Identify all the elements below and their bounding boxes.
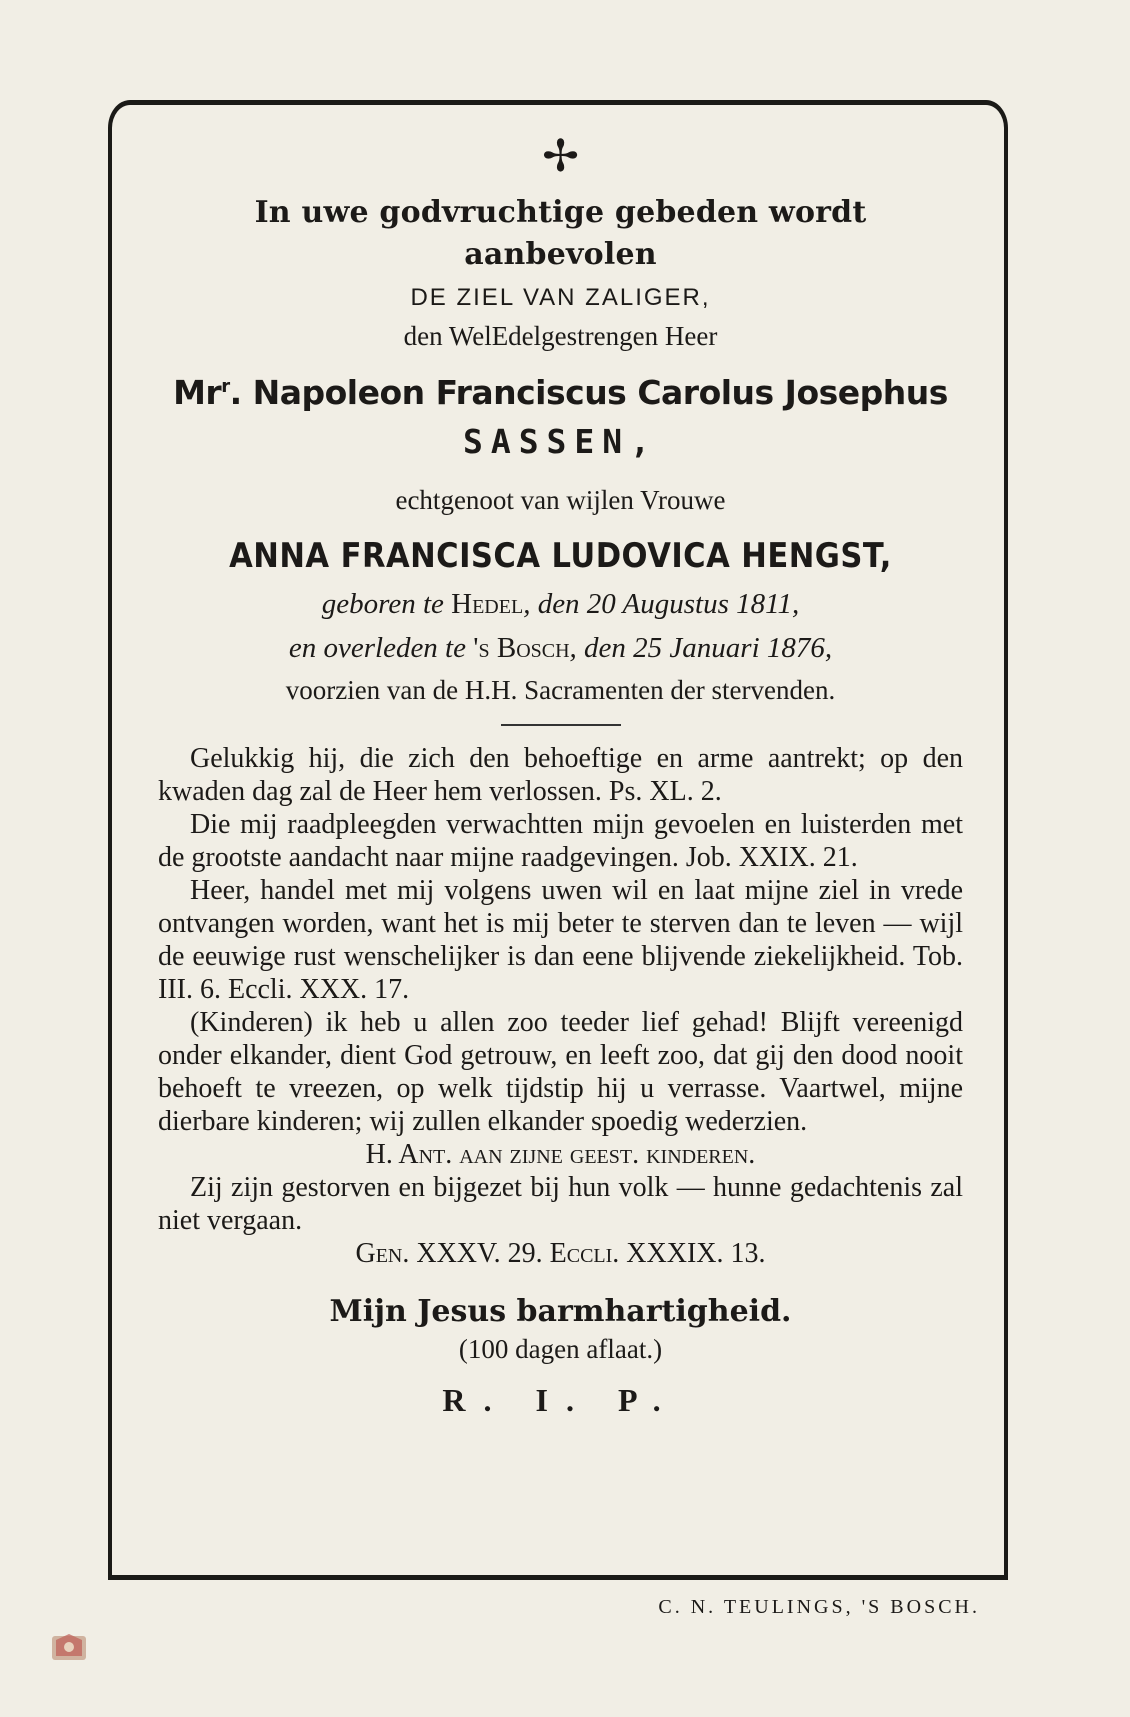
deceased-surname: SASSEN, <box>462 422 659 461</box>
indulgence-line: (100 dagen aflaat.) <box>458 1334 663 1364</box>
intro-line: In uwe godvruchtige gebeden wordt aanbevolen <box>254 195 867 272</box>
birth-line <box>158 582 963 626</box>
cross-icon: ✢ <box>542 131 579 182</box>
birth-prefix: geboren te <box>321 588 452 620</box>
death-prefix: en overleden te <box>288 632 474 664</box>
birth-place: Hedel <box>451 588 524 620</box>
prayer-line: Mijn Jesus barmhartigheid. <box>329 1294 792 1329</box>
verse-5: Zij zijn gestorven en bijgezet bij hun volk — hunne gedachtenis zal niet vergaan. <box>158 1172 963 1236</box>
death-line <box>158 626 963 670</box>
verse-3: Heer, handel met mij volgens uwen wil en laat mijne ziel in vrede ontvangen worden, want het is mij beter te sterven dan te leven — wijl de eeuwige rust wenschelijker is dan eene blijvende ziekelijkheid. Tob. III. 6. Eccli. XXX. 17. <box>158 875 963 1005</box>
verse-2: Die mij raadpleegden verwachtten mijn gevoelen en luisterden met de grootste aandacht naar mijne raadgevingen. Job. XXIX. 21. <box>158 809 963 873</box>
title-abbrev: Mr <box>173 373 222 412</box>
card-content <box>158 130 963 1428</box>
seal-icon <box>50 1630 88 1664</box>
spouse-intro: echtgenoot van wijlen Vrouwe <box>395 485 726 515</box>
soul-line: DE ZIEL VAN ZALIGER, <box>410 284 711 311</box>
ornament-divider <box>501 724 621 726</box>
printer-credit: C. N. TEULINGS, 'S BOSCH. <box>658 1596 980 1618</box>
verse-5-cite: Gen. XXXV. 29. Eccli. XXXIX. 13. <box>355 1238 766 1269</box>
given-names: . Napoleon Franciscus Carolus Josephus <box>229 373 948 412</box>
spouse-name: ANNA FRANCISCA LUDOVICA HENGST, <box>229 536 892 576</box>
death-place: 's Bosch <box>473 632 570 664</box>
rip-line: R. I. P. <box>442 1382 679 1418</box>
verses-block <box>158 742 963 1270</box>
deceased-given-names <box>158 362 963 418</box>
verse-4: (Kinderen) ik heb u allen zoo teeder lief gehad! Blijft vereenigd onder elkander, dient God getrouw, en leeft zoo, dat gij den dood nooit behoeft te vreezen, op welk tijdstip hij u verrasse. Vaartwel, mijne dierbare kinderen; wij zullen elkander spoedig wederzien. <box>158 1007 963 1137</box>
verse-4-cite: H. Ant. aan zijne geest. kinderen. <box>365 1139 756 1170</box>
title-superscript: r <box>221 376 230 397</box>
sacraments-line: voorzien van de H.H. Sacramenten der stervenden. <box>285 675 836 705</box>
birth-date: , den 20 Augustus 1811, <box>523 588 800 620</box>
verse-1: Gelukkig hij, die zich den behoeftige en arme aantrekt; op den kwaden dag zal de Heer hem verlossen. Ps. XL. 2. <box>158 743 963 807</box>
honorific-line: den WelEdelgestrengen Heer <box>403 321 718 351</box>
death-date: , den 25 Januari 1876, <box>569 632 833 664</box>
